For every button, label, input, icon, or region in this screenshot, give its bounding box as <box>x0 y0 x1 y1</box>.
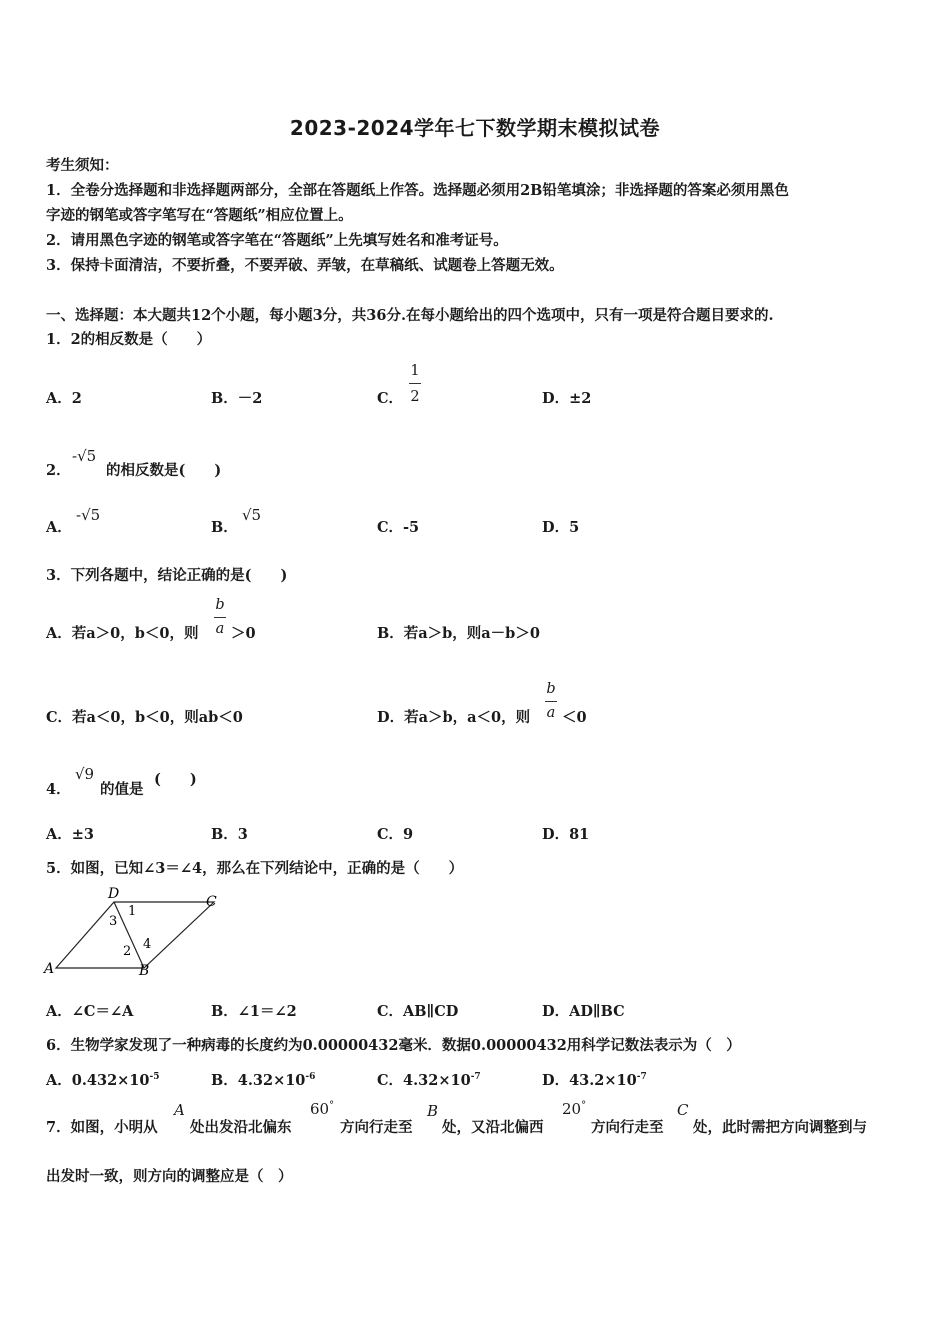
q5-label-d: D <box>108 886 120 902</box>
q3-option-b: B．若a＞b，则a－b＞0 <box>377 625 540 642</box>
q2-option-a-expr: -√5 <box>76 506 101 524</box>
q5-label-3: 3 <box>109 914 118 929</box>
q2-stem: 的相反数是( ) <box>106 462 222 479</box>
notice-item-1-cont: 字迹的钢笔或答字笔写在“答题纸”相应位置上。 <box>46 207 353 224</box>
q7-angle-1: 60° <box>310 1100 335 1118</box>
notice-item-1: 1．全卷分选择题和非选择题两部分，全部在答题纸上作答。选择题必须用2B铅笔填涂；非选择题的答案必须用黑色 <box>46 182 789 199</box>
page-title: 2023-2024学年七下数学期末模拟试卷 <box>289 116 661 140</box>
q1-option-a: A．2 <box>46 390 82 407</box>
q4-paren: ( ) <box>154 771 197 788</box>
section-heading: 一、选择题：本大题共12个小题，每小题3分，共36分.在每小题给出的四个选项中，只有一项是符合题目要求的. <box>46 307 774 324</box>
q5-label-a: A <box>44 961 55 977</box>
q2-option-d: D．5 <box>542 519 580 536</box>
q3-a-numerator: b <box>215 597 225 613</box>
q3-d-denominator: a <box>546 705 556 721</box>
q3-option-d: D．若a＞b，a＜0，则 <box>377 709 531 726</box>
q1-c-fraction-bar <box>409 383 421 384</box>
q4-option-c: C．9 <box>377 826 414 843</box>
q2-option-b-label: B． <box>211 519 238 536</box>
q3-stem: 3．下列各题中，结论正确的是( ) <box>46 567 288 584</box>
q6-stem: 6．生物学家发现了一种病毒的长度约为0.00000432毫米．数据0.00000432用科学记数法表示为（ ） <box>46 1037 741 1054</box>
q5-option-b: B．∠1＝∠2 <box>211 1003 297 1020</box>
q4-option-d: D．81 <box>542 826 590 843</box>
q3-option-c: C．若a＜0，b＜0，则ab＜0 <box>46 709 243 726</box>
q4-option-a: A．±3 <box>46 826 94 843</box>
q3-a-denominator: a <box>215 621 225 637</box>
q7-point-a: A <box>174 1101 185 1119</box>
q3-d-fraction-bar <box>545 701 557 702</box>
q7-angle-2: 20° <box>562 1100 587 1118</box>
q3-option-a: A．若a＞0，b＜0，则 <box>46 625 199 642</box>
q7-point-c: C <box>677 1101 689 1119</box>
q6-option-c: C．$4.32\times 10^{-7}$ <box>377 1072 481 1089</box>
q7-text-line-2: 出发时一致，则方向的调整应是（ ） <box>46 1168 293 1185</box>
q5-label-b: B <box>139 963 150 978</box>
q5-option-a: A．∠C＝∠A <box>46 1003 134 1020</box>
q3-d-numerator: b <box>546 681 556 697</box>
q1-option-b: B．－2 <box>211 390 263 407</box>
q5-stem: 5．如图，已知∠3＝∠4，那么在下列结论中，正确的是（ ） <box>46 860 464 877</box>
q3-a-fraction-bar <box>214 617 226 618</box>
q4-option-b: B．3 <box>211 826 248 843</box>
q7-text-6: 处，此时需把方向调整到与 <box>693 1119 867 1136</box>
q2-option-b-expr: √5 <box>242 506 262 524</box>
q6-option-a: A．$0.432\times 10^{-5}$ <box>46 1072 160 1089</box>
q1-option-c: C． <box>377 390 404 407</box>
q5-label-c: C <box>206 894 217 910</box>
q4-expression: √9 <box>75 765 95 783</box>
notice-header: 考生须知： <box>46 157 119 174</box>
q2-option-a-label: A． <box>46 519 72 536</box>
q1-stem: 1．2的相反数是（ ） <box>46 331 212 348</box>
q7-text-4: 处，又沿北偏西 <box>442 1119 544 1136</box>
q7-text-2: 处出发沿北偏东 <box>190 1119 292 1136</box>
q1-c-denominator: 2 <box>410 389 420 405</box>
q3-a-relation: ＞0 <box>231 625 256 642</box>
q5-parallelogram-figure <box>40 884 230 978</box>
q2-expression: -√5 <box>72 447 97 465</box>
q4-stem: 的值是 <box>100 781 144 798</box>
q2-number: 2． <box>46 462 71 479</box>
q5-option-d: D．AD∥BC <box>542 1003 625 1020</box>
notice-item-3: 3．保持卡面清洁，不要折叠，不要弄破、弄皱，在草稿纸、试题卷上答题无效。 <box>46 257 564 274</box>
q5-label-4: 4 <box>143 937 152 952</box>
q7-text-5: 方向行走至 <box>591 1119 664 1136</box>
q1-option-d: D．±2 <box>542 390 592 407</box>
q1-c-numerator: 1 <box>410 363 420 379</box>
q7-text-1: 7．如图，小明从 <box>46 1119 158 1136</box>
q6-option-b: B．$4.32\times 10^{-6}$ <box>211 1072 316 1089</box>
q3-d-relation: ＜0 <box>562 709 587 726</box>
notice-item-2: 2．请用黑色字迹的钢笔或答字笔在“答题纸”上先填写姓名和准考证号。 <box>46 232 508 249</box>
q7-text-3: 方向行走至 <box>340 1119 413 1136</box>
q5-option-c: C．AB∥CD <box>377 1003 459 1020</box>
q4-number: 4． <box>46 781 71 798</box>
q2-option-c: C．-5 <box>377 519 420 536</box>
q5-label-1: 1 <box>128 904 137 919</box>
q5-label-2: 2 <box>123 944 132 959</box>
q7-point-b: B <box>427 1102 439 1120</box>
q6-option-d: D．$43.2\times 10^{-7}$ <box>542 1072 647 1089</box>
